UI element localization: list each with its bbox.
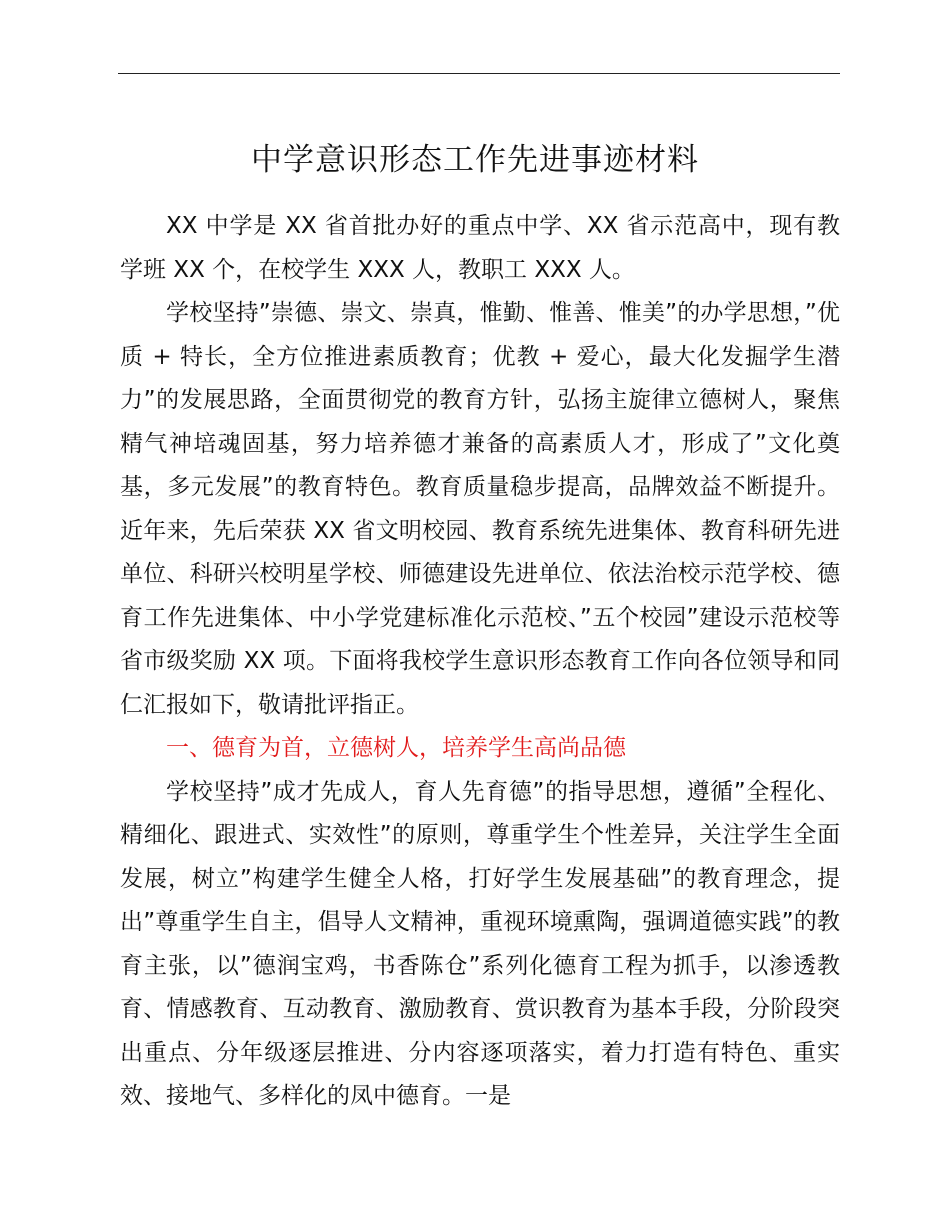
document-title: 中学意识形态工作先进事迹材料 (251, 142, 699, 178)
section-heading: 一、德育为首，立德树人，培养学生高尚品德 (166, 735, 626, 761)
philosophy-paragraph: 学校坚持”崇德、崇文、崇真，惟勤、惟善、惟美”的办学思想，”优质 + 特长，全方位推进素质教育；优教 + 爱心，最大化发掘学生潜力”的发展思路，全面贯彻党的教育方针，弘扬主旋律立德树人，聚焦精气神培魂固基，努力培养德才兼备的高素质人才，形成了”文化奠基，多元发展”的教育特色。教育质量稳步提高，品牌效益不断提升。近年来，先后荣获 XX 省文明校园、教育系统先进集体、教育科研先进单位、科研兴校明星学校、师德建设先进单位、依法治校示范学校、德育工作先进集体、中小学党建标准化示范校、”五个校园”建设示范校等省市级奖励 XX 项。下面将我校学生意识形态教育工作向各位领导和同仁汇报如下，敬请批评指正。 (120, 300, 840, 718)
header-rule (118, 73, 840, 74)
intro-paragraph: XX 中学是 XX 省首批办好的重点中学、XX 省示范高中，现有教学班 XX 个，在校学生 XXX 人，教职工 XXX 人。 (120, 213, 840, 283)
section-paragraph: 学校坚持”成才先成人，育人先育德”的指导思想，遵循”全程化、精细化、跟进式、实效性”的原则，尊重学生个性差异，关注学生全面发展，树立”构建学生健全人格，打好学生发展基础”的教育理念，提出”尊重学生自主，倡导人文精神，重视环境熏陶，强调道德实践”的教育主张，以”德润宝鸡，书香陈仓”系列化德育工程为抓手，以渗透教育、情感教育、互动教育、激励教育、赏识教育为基本手段，分阶段突出重点、分年级逐层推进、分内容逐项落实，着力打造有特色、重实效、接地气、多样化的凤中德育。一是 (120, 778, 840, 1109)
document-body (120, 205, 840, 1119)
